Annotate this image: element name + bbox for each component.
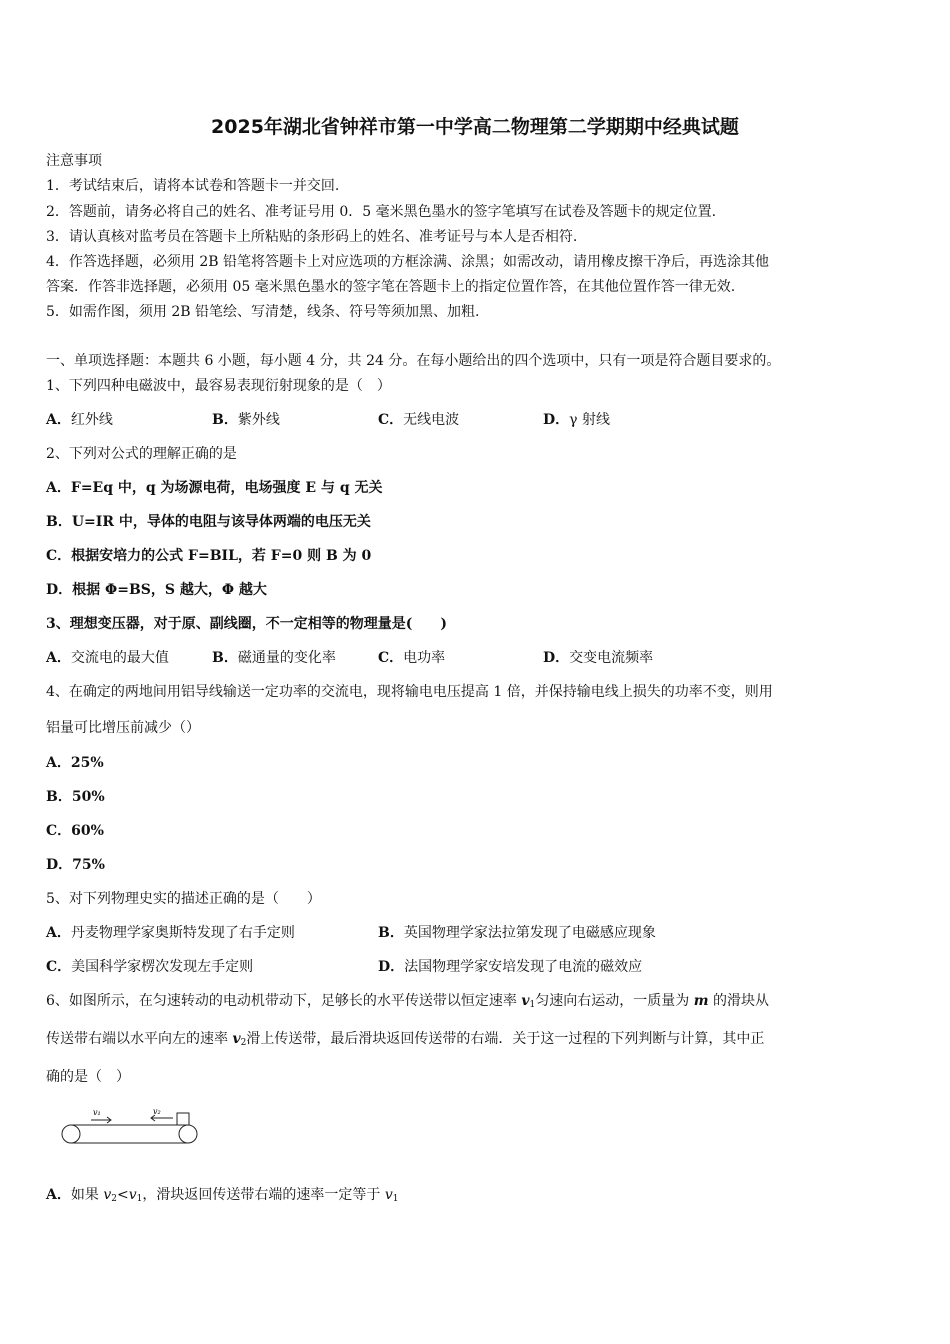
q6-stem-line1 bbox=[46, 992, 769, 1014]
q2-option-d bbox=[46, 581, 267, 599]
option-label: A． bbox=[46, 480, 71, 496]
q3-option-b bbox=[212, 649, 336, 667]
notice-heading: 注意事项 bbox=[46, 153, 102, 169]
option-text: 美国科学家楞次发现左手定则 bbox=[71, 959, 254, 975]
velocity-symbol: v bbox=[128, 1187, 137, 1203]
option-label: D． bbox=[378, 959, 405, 975]
option-text: 75% bbox=[72, 857, 105, 873]
notice-item-2: 2．答题前，请务必将自己的姓名、准考证号用 0．5 毫米黑色墨水的签字笔填写在试卷及答题卡的规定位置. bbox=[46, 204, 717, 220]
left-pulley bbox=[62, 1125, 80, 1143]
right-pulley bbox=[179, 1125, 197, 1143]
option-text: U=IR 中，导体的电阻与该导体两端的电压无关 bbox=[71, 514, 371, 530]
option-text: 交流电的最大值 bbox=[70, 650, 169, 666]
section-heading: 一、单项选择题：本题共 6 小题，每小题 4 分，共 24 分。在每小题给出的四个选项中，只有一项是符合题目要求的。 bbox=[46, 353, 781, 369]
q5-option-d bbox=[378, 958, 642, 976]
option-text: 红外线 bbox=[70, 412, 113, 428]
option-text: 丹麦物理学家奥斯特发现了右手定则 bbox=[70, 925, 295, 941]
q4-stem-line2: 铝量可比增压前减少（） bbox=[46, 720, 200, 736]
option-label: D． bbox=[46, 857, 73, 873]
option-label: B． bbox=[46, 789, 72, 805]
q6-text: 滑上传送带，最后滑块返回传送带的右端．关于这一过程的下列判断与计算，其中正 bbox=[246, 1031, 765, 1047]
option-text: 50% bbox=[71, 789, 105, 805]
option-label: B． bbox=[378, 925, 404, 941]
v1-label: v₁ bbox=[93, 1108, 101, 1117]
subscript: 2 bbox=[111, 1194, 117, 1204]
option-text: 根据 Φ=BS，S 越大，Φ 越大 bbox=[72, 582, 267, 598]
q1-option-b bbox=[212, 411, 280, 429]
option-label: D． bbox=[46, 582, 73, 598]
q4-option-b bbox=[46, 788, 105, 806]
option-label: C． bbox=[46, 959, 72, 975]
option-label: C． bbox=[378, 650, 404, 666]
option-label: A． bbox=[46, 412, 71, 428]
q6-stem-line2 bbox=[46, 1030, 764, 1052]
option-label: B． bbox=[46, 514, 72, 530]
q5-option-c bbox=[46, 958, 253, 976]
page-title: 2025年湖北省钟祥市第一中学高二物理第二学期期中经典试题 bbox=[211, 116, 739, 138]
q2-option-c bbox=[46, 547, 371, 565]
q1-option-c bbox=[378, 411, 459, 429]
q6-text: 传送带右端以水平向左的速率 bbox=[46, 1031, 233, 1047]
subscript: 2 bbox=[240, 1038, 247, 1048]
notice-item-1: 1．考试结束后，请将本试卷和答题卡一并交回. bbox=[46, 178, 340, 194]
option-text: 紫外线 bbox=[237, 412, 280, 428]
q4-option-c bbox=[46, 822, 104, 840]
subscript: 1 bbox=[136, 1194, 143, 1204]
q3-option-d bbox=[543, 649, 653, 667]
q2-stem: 2、下列对公式的理解正确的是 bbox=[46, 446, 237, 462]
q6-stem-line3: 确的是（ ） bbox=[46, 1069, 130, 1085]
option-label: C． bbox=[378, 412, 404, 428]
q3-option-a bbox=[46, 649, 169, 667]
q5-stem: 5、对下列物理史实的描述正确的是（ ） bbox=[46, 891, 321, 907]
q6-text: 的滑块从 bbox=[708, 993, 769, 1009]
velocity-symbol: v bbox=[521, 993, 530, 1009]
option-label: B． bbox=[212, 650, 238, 666]
q6-option-a bbox=[46, 1186, 398, 1208]
option-label: A． bbox=[46, 650, 71, 666]
subscript: 1 bbox=[392, 1194, 399, 1204]
less-than: < bbox=[116, 1187, 129, 1203]
option-label: B． bbox=[212, 412, 238, 428]
notice-item-3: 3．请认真核对监考员在答题卡上所粘贴的条形码上的姓名、准考证号与本人是否相符. bbox=[46, 229, 578, 245]
q5-option-a bbox=[46, 924, 295, 942]
option-label: C． bbox=[46, 823, 72, 839]
q4-option-d bbox=[46, 856, 105, 874]
subscript: 1 bbox=[529, 1000, 536, 1010]
option-text: 电功率 bbox=[403, 650, 446, 666]
option-label: C． bbox=[46, 548, 72, 564]
option-label: A． bbox=[46, 925, 71, 941]
conveyor-belt-diagram bbox=[55, 1104, 205, 1148]
q3-option-c bbox=[378, 649, 445, 667]
slider-block bbox=[177, 1113, 189, 1125]
option-label: D． bbox=[543, 412, 570, 428]
option-text: ，滑块返回传送带右端的速率一定等于 bbox=[142, 1187, 385, 1203]
q2-option-b bbox=[46, 513, 371, 531]
velocity-symbol: v bbox=[103, 1187, 112, 1203]
option-label: A． bbox=[46, 1187, 71, 1203]
velocity-symbol: v bbox=[384, 1187, 393, 1203]
q5-option-b bbox=[378, 924, 656, 942]
notice-item-4: 4．作答选择题，必须用 2B 铅笔将答题卡上对应选项的方框涂满、涂黑；如需改动，请用橡皮擦干净后，再选涂其他 bbox=[46, 254, 769, 270]
option-label: A． bbox=[46, 755, 71, 771]
q1-option-d bbox=[543, 411, 610, 429]
option-text: 60% bbox=[71, 823, 104, 839]
option-text: 交变电流频率 bbox=[569, 650, 654, 666]
option-text: 磁通量的变化率 bbox=[237, 650, 336, 666]
q6-text: 匀速向右运动，一质量为 bbox=[535, 993, 694, 1009]
q4-stem-line1: 4、在确定的两地间用铝导线输送一定功率的交流电，现将输电电压提高 1 倍，并保持输电线上损失的功率不变，则用 bbox=[46, 684, 773, 700]
q3-stem: 3、理想变压器，对于原、副线圈，不一定相等的物理量是( ) bbox=[46, 616, 447, 632]
option-text: γ 射线 bbox=[569, 412, 610, 428]
notice-item-5: 5．如需作图，须用 2B 铅笔绘、写清楚，线条、符号等须加黑、加粗. bbox=[46, 304, 480, 320]
q6-text: 6、如图所示，在匀速转动的电动机带动下，足够长的水平传送带以恒定速率 bbox=[46, 993, 522, 1009]
option-text: 英国物理学家法拉第发现了电磁感应现象 bbox=[403, 925, 656, 941]
notice-item-4-cont: 答案．作答非选择题，必须用 05 毫米黑色墨水的签字笔在答题卡上的指定位置作答，在其他位置作答一律无效. bbox=[46, 279, 736, 295]
mass-symbol: m bbox=[693, 993, 709, 1009]
velocity-symbol: v bbox=[232, 1031, 241, 1047]
q1-stem: 1、下列四种电磁波中，最容易表现衍射现象的是（ ） bbox=[46, 378, 391, 394]
option-text: 如果 bbox=[70, 1187, 104, 1203]
q2-option-a bbox=[46, 479, 383, 497]
option-text: F=Eq 中，q 为场源电荷，电场强度 E 与 q 无关 bbox=[70, 480, 383, 496]
v2-label: v₂ bbox=[153, 1107, 161, 1116]
option-text: 根据安培力的公式 F=BIL，若 F=0 则 B 为 0 bbox=[71, 548, 372, 564]
option-text: 法国物理学家安培发现了电流的磁效应 bbox=[404, 959, 643, 975]
option-label: D． bbox=[543, 650, 570, 666]
q1-option-a bbox=[46, 411, 113, 429]
option-text: 无线电波 bbox=[403, 412, 460, 428]
option-text: 25% bbox=[70, 755, 104, 771]
q4-option-a bbox=[46, 754, 104, 772]
